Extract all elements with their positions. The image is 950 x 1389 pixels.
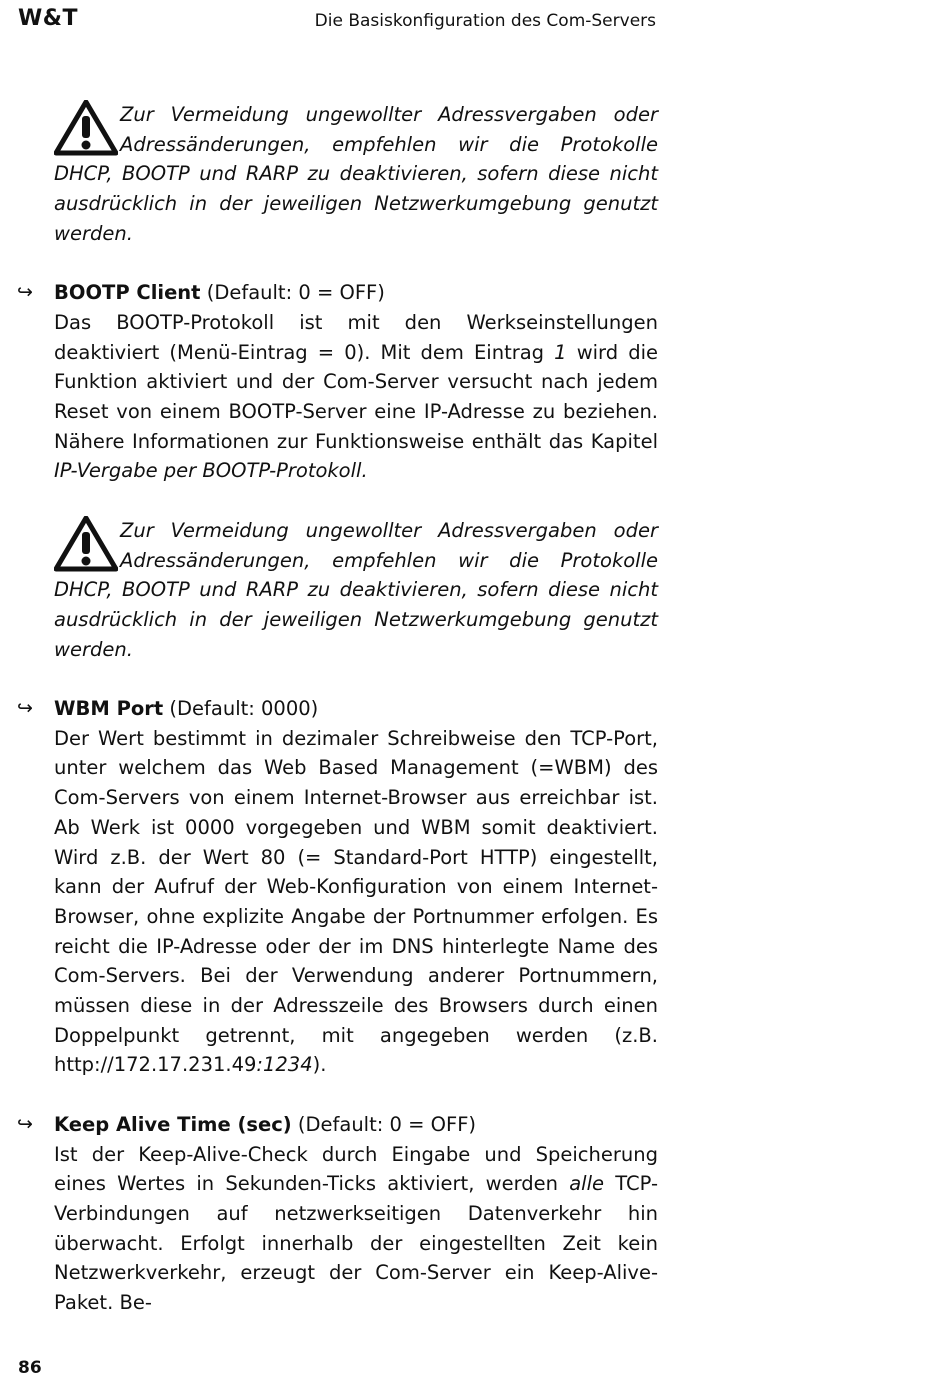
setting-term: BOOTP Client [54,281,201,305]
warning-note-2 [54,516,658,665]
brand-logo: W&T [18,6,78,31]
setting-description [54,724,658,1080]
setting-bootp-client [17,278,659,486]
setting-term: Keep Alive Time (sec) [54,1112,292,1136]
example-port: :1234 [256,1053,313,1077]
page-number: 86 [18,1358,42,1378]
setting-heading [54,278,658,308]
arrow-bullet-icon: ↪ [17,1112,33,1135]
warning-text: Zur Vermeidung ungewollter Adressvergaben oder Adressänderungen, empfehlen wir die Protokolle DHCP, BOOTP und RARP zu deaktivieren, sofern diese nicht ausdrücklich in der jeweiligen Netzwerkumgebung genutzt werden. [54,518,658,661]
setting-default: (Default: 0 = OFF) [200,281,385,305]
arrow-bullet-icon: ↪ [17,281,33,304]
warning-icon [54,516,118,572]
warning-icon [54,100,118,156]
running-head-title: Die Basiskonfiguration des Com-Servers [314,11,656,31]
emphasized-value: 1 [554,340,567,364]
setting-default: (Default: 0000) [163,697,319,721]
setting-description [54,308,658,486]
page-content [17,100,659,1318]
description-text: Ist der Keep-Alive-Check durch Eingabe und Speicherung eines Wertes in Sekunden-Ticks aktiviert, werden [54,1142,658,1196]
warning-note-1 [54,100,658,249]
description-text: TCP-Verbindungen auf netzwerkseitigen Datenverkehr hin überwacht. Erfolgt innerhalb der eingestellten Zeit kein Netzwerkverkehr, erzeugt der Com-Server ein Keep-Alive-Paket. Be- [54,1172,659,1315]
description-text: wird die Funktion aktiviert und der Com-Server versucht nach jedem Reset von einem BOOTP-Server eine IP-Adresse zu beziehen. Nähere Informationen zur Funktionsweise enthält das Kapitel [54,340,659,453]
description-text: Der Wert bestimmt in dezimaler Schreibweise den TCP-Port, unter welchem das Web Based Management (=WBM) des Com-Servers von einem Internet-Browser aus erreichbar ist. Ab Werk ist 0000 vorgegeben und WBM somit deaktiviert. Wird z.B. der Wert 80 (= Standard-Port HTTP) eingestellt, kann der Aufruf der Web-Konfiguration von einem Internet-Browser, ohne explizite Angabe der Portnummer erfolgen. Es reicht die IP-Adresse oder der im DNS hinterlegte Name des Com-Servers. Bei der Verwendung anderer Portnummern, müssen diese in der Adresszeile des Browsers durch einen Doppelpunkt getrennt, mit angegeben werden (z.B. http://172.17.231.49 [54,726,658,1077]
chapter-reference: IP-Vergabe per BOOTP-Protokoll. [54,459,368,483]
setting-wbm-port [17,694,658,1080]
setting-description [54,1140,658,1318]
warning-text: Zur Vermeidung ungewollter Adressvergaben oder Adressänderungen, empfehlen wir die Protokolle DHCP, BOOTP und RARP zu deaktivieren, sofern diese nicht ausdrücklich in der jeweiligen Netzwerkumgebung genutzt werden. [54,103,658,245]
setting-heading [54,694,658,724]
setting-keep-alive-time [17,1110,659,1318]
description-text: Das BOOTP-Protokoll ist mit den Werkseinstellungen deaktiviert (Menü-Eintrag = 0). Mit dem Eintrag [54,310,658,364]
setting-term: WBM Port [54,697,164,721]
setting-default: (Default: 0 = OFF) [291,1112,477,1136]
setting-heading [54,1110,658,1140]
arrow-bullet-icon: ↪ [17,697,33,720]
emphasized-word: alle [569,1172,605,1196]
description-text: ). [312,1053,327,1077]
